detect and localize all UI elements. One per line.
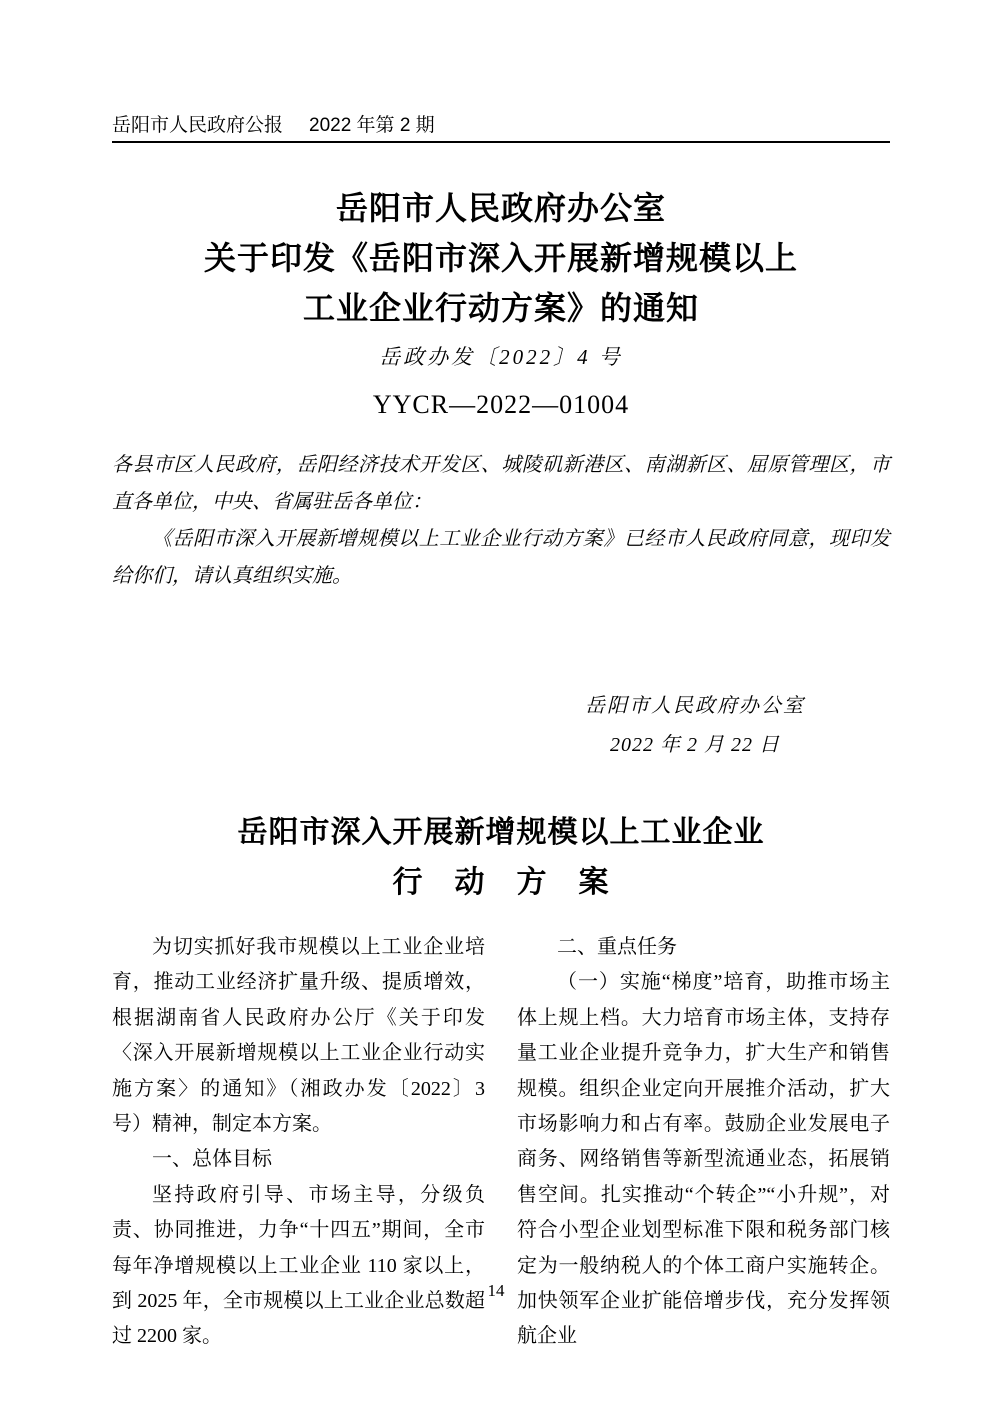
plan-heading-goal: 一、总体目标: [152, 1148, 272, 1171]
plan-goal-paragraph: 坚持政府引导、市场主导，分级负责、协同推进，力争“十四五”期间，全市每年净增规模以上工业企业 110 家以上，到 2025 年，全市规模以上工业企业总数超过 2200 家。: [112, 1183, 485, 1348]
issue-label: 2022 年第 2 期: [309, 115, 435, 136]
plan-title-line2: 行 动 方 案: [392, 866, 610, 899]
document-number: 岳政办发〔2022〕4 号: [379, 345, 623, 369]
plan-title-line1: 岳阳市深入开展新增规模以上工业企业: [237, 816, 765, 849]
page-number: 14: [487, 1281, 505, 1300]
notice-title: [112, 183, 890, 333]
notice-paragraph: 《岳阳市深入开展新增规模以上工业企业行动方案》已经市人民政府同意，现印发给你们，请认真组织实施。: [112, 528, 890, 587]
notice-title-line3: 工业企业行动方案》的通知: [302, 290, 699, 326]
plan-title: [112, 808, 890, 908]
notice-title-line2: 关于印发《岳阳市深入开展新增规模以上: [203, 240, 798, 276]
registration-number: YYCR—2022—01004: [372, 390, 630, 419]
plan-tasks-paragraph: （一）实施“梯度”培育，助推市场主体上规上档。大力培育市场主体，支持存量工业企业提升竞争力，扩大生产和销售规模。组织企业定向开展推介活动，扩大市场影响力和占有率。鼓励企业发展电子商务、网络销售等新型流通业态，拓展销售空间。扎实推动“个转企”“小升规”，对符合小型企业划型标准下限和税务部门核定为一般纳税人的个体工商户实施转企。加快领军企业扩能倍增步伐，充分发挥领航企业: [517, 971, 890, 1348]
notice-body: [112, 447, 890, 595]
gazette-title: 岳阳市人民政府公报: [112, 115, 284, 136]
plan-intro-paragraph: 为切实抓好我市规模以上工业企业培育，推动工业经济扩量升级、提质增效，根据湖南省人民政府办公厅《关于印发〈深入开展新增规模以上工业企业行动实施方案〉的通知》（湘政办发〔2022〕3 号）精神，制定本方案。: [112, 936, 485, 1136]
running-head: [112, 114, 890, 143]
notice-title-line1: 岳阳市人民政府办公室: [335, 190, 666, 226]
page-content: [0, 114, 992, 1355]
signature-block: [585, 687, 805, 765]
notice-salutation: 各县市区人民政府，岳阳经济技术开发区、城陵矶新港区、南湖新区、屈原管理区，市直各单位，中央、省属驻岳各单位：: [112, 454, 890, 513]
signature-office: 岳阳市人民政府办公室: [585, 695, 805, 717]
plan-heading-tasks: 二、重点任务: [557, 936, 677, 958]
signature-date: 2022 年 2 月 22 日: [610, 734, 780, 756]
